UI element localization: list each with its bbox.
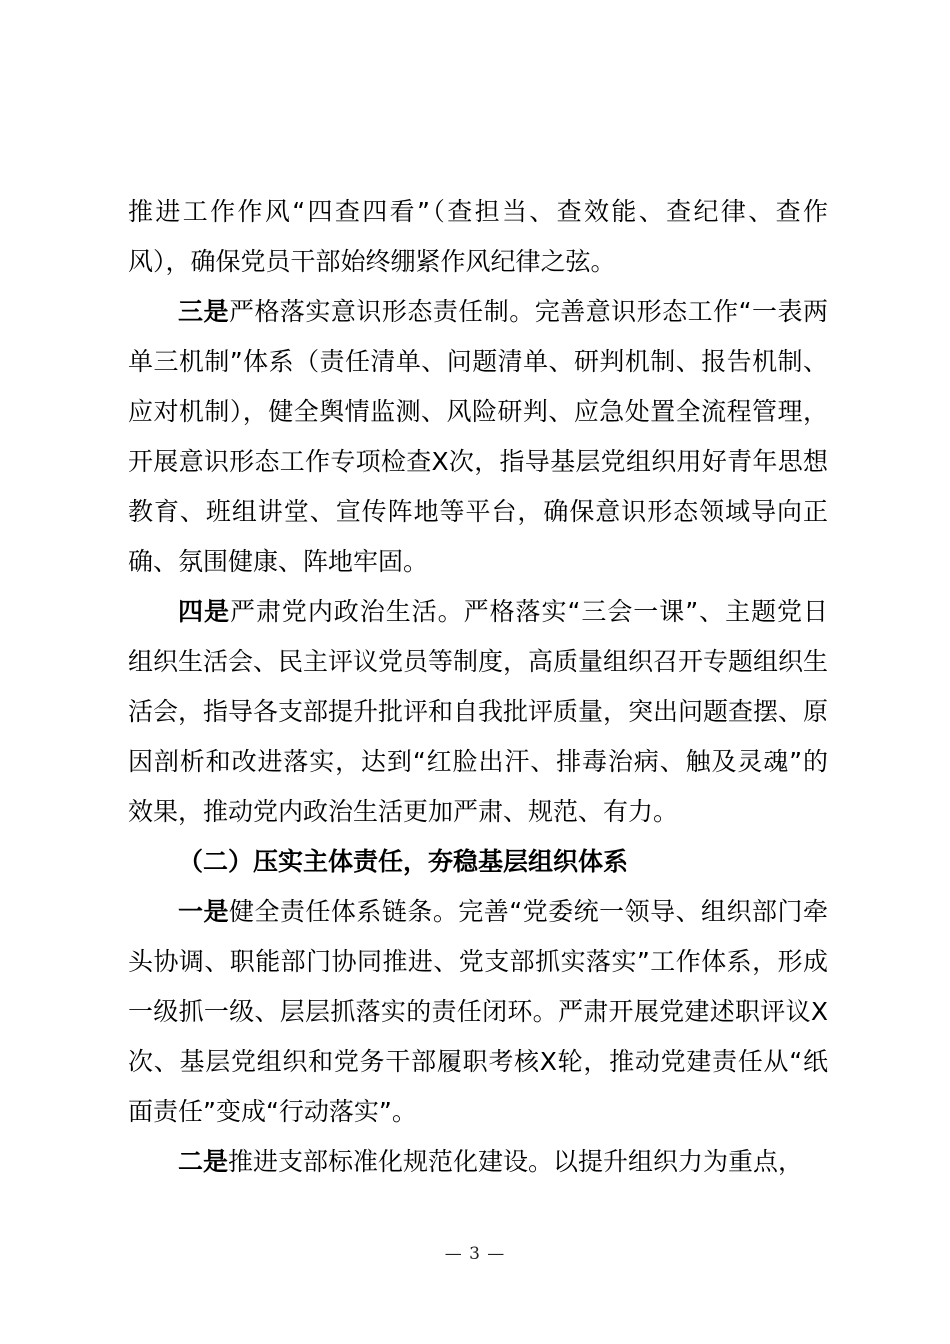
paragraph-lead: 四是 <box>178 597 230 626</box>
paragraph-lead: 三是 <box>178 297 229 326</box>
paragraph-text: 严肃党内政治生活。严格落实“三会一课”、主题党日组织生活会、民主评议党员等制度，高质量组织召开专题组织生活会，指导各支部提升批评和自我批评质量，突出问题查摆、原因剖析和改进落实，达到“红脸出汗、排毒治病、触及灵魂”的效果，推动党内政治生活更加严肃、规范、有力。 <box>128 597 829 826</box>
paragraph-text: 健全责任体系链条。完善“党委统一领导、组织部门牵头协调、职能部门协同推进、党支部抓实落实”工作体系，形成一级抓一级、层层抓落实的责任闭环。严肃开展党建述职评议X次、基层党组织和党务干部履职考核X轮，推动党建责任从“纸面责任”变成“行动落实”。 <box>128 897 828 1126</box>
paragraph-lead: 二是 <box>178 1147 229 1176</box>
paragraph-text: 推进支部标准化规范化建设。以提升组织力为重点， <box>228 1147 804 1176</box>
paragraph-text: 严格落实意识形态责任制。完善意识形态工作“一表两单三机制”体系（责任清单、问题清单、研判机制、报告机制、应对机制），健全舆情监测、风险研判、应急处置全流程管理，开展意识形态工作专项检查X次，指导基层党组织用好青年思想教育、班组讲堂、宣传阵地等平台，确保意识形态领域导向正确、氛围健康、阵地牢固。 <box>128 297 828 576</box>
section-heading: （二）压实主体责任，夯稳基层组织体系 <box>178 847 629 876</box>
body-text <box>128 187 828 1187</box>
paragraph-one <box>128 887 828 1137</box>
paragraph-two <box>128 1137 828 1187</box>
paragraph-continuation <box>128 187 828 287</box>
paragraph-three <box>128 287 828 587</box>
paragraph-four <box>128 587 828 837</box>
paragraph-text: 推进工作作风“四查四看”（查担当、查效能、查纪律、查作风），确保党员干部始终绷紧作风纪律之弦。 <box>128 197 828 276</box>
paragraph-lead: 一是 <box>178 897 229 926</box>
page-number: — 3 — <box>444 1244 506 1264</box>
